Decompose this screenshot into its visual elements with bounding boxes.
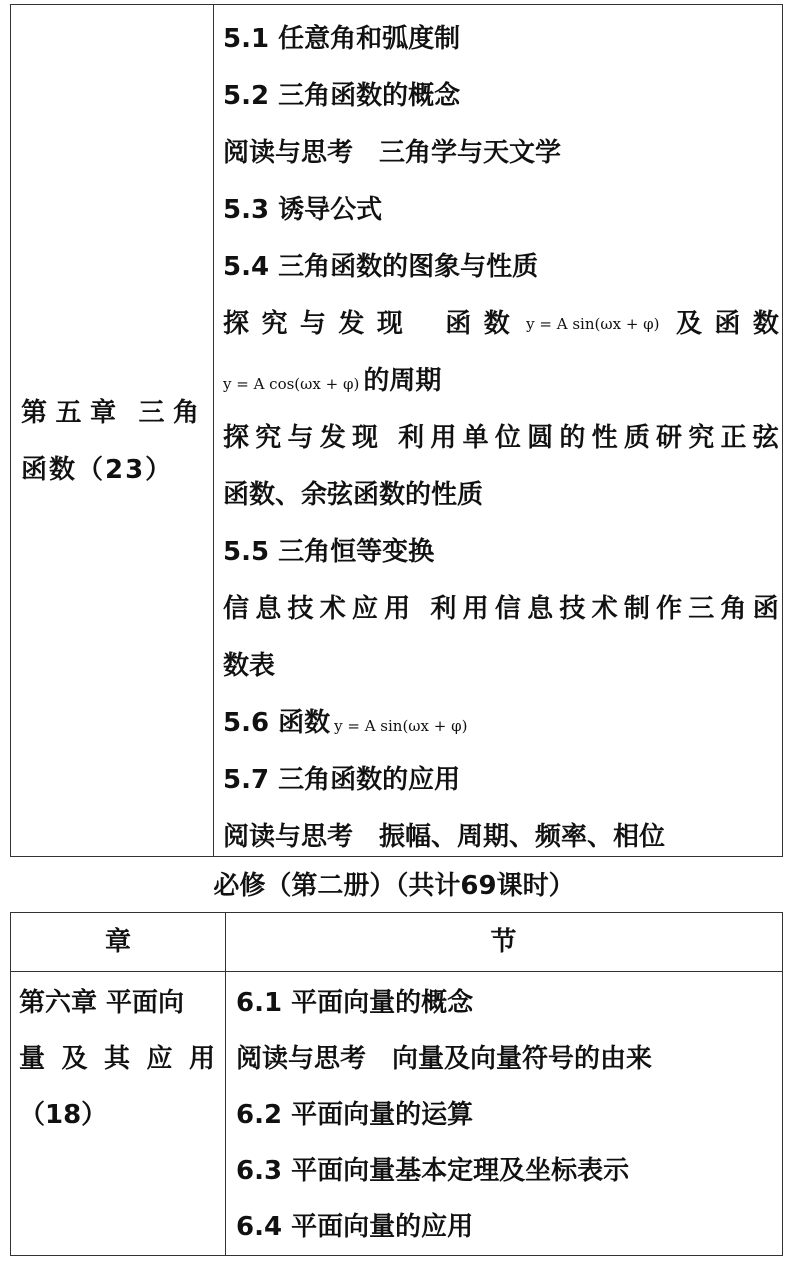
header-section: 节 [490,927,517,957]
chapter-five-cell [21,385,207,499]
header-chapter: 章 [104,927,131,957]
section-5-1: 5.1 任意角和弧度制 [223,24,461,54]
chapter-six-title-line3: （18） [19,1100,108,1130]
section-5-5: 5.5 三角恒等变换 [223,537,435,567]
section-5-3: 5.3 诱导公式 [223,195,383,225]
section-6-3: 6.3 平面向量基本定理及坐标表示 [236,1156,630,1186]
info-tech-line1: 信 息 技 术 应 用 利 用 信 息 技 术 制 作 三 角 函 [223,594,779,624]
sine-formula-2: y = A sin(ωx + φ) [334,717,468,735]
chapter-six-cell [19,975,219,1143]
chapter-six-title-line1: 第六章 平面向 [19,988,185,1018]
volume-two-caption: 必修（第二册）（共计69课时） [213,871,575,901]
chapter-five-table [10,4,783,857]
explore-period-line2: y = A cos(ωx + φ) 的周期 [223,366,442,396]
section-6-1: 6.1 平面向量的概念 [236,988,474,1018]
section-5-4: 5.4 三角函数的图象与性质 [223,252,539,282]
section-6-2: 6.2 平面向量的运算 [236,1100,474,1130]
chapter-five-title-line2: 函数（23） [21,455,174,485]
explore-period-line1: 探 究 与 发 现 函 数 y = A sin(ωx + φ) 及 函 数 [223,296,779,353]
section-5-6: 5.6 函数 y = A sin(ωx + φ) [223,708,468,738]
chapter-five-sections [223,11,779,866]
chapter-six-sections [236,975,776,1255]
chapter-five-title-line1: 第 五 章 三 角 [21,398,201,428]
cosine-formula: y = A cos(ωx + φ) [223,375,360,393]
section-5-7: 5.7 三角函数的应用 [223,765,461,795]
section-5-2: 5.2 三角函数的概念 [223,81,461,111]
column-divider [213,5,214,856]
explore-unit-circle-line2: 函数、余弦函数的性质 [223,480,484,510]
explore-unit-circle-line1: 探 究 与 发 现 利 用 单 位 圆 的 性 质 研 究 正 弦 [223,423,779,453]
reading-amplitude: 阅读与思考 振幅、周期、频率、相位 [223,822,666,852]
header-divider [11,971,782,972]
section-6-4: 6.4 平面向量的应用 [236,1212,474,1242]
reading-vector-symbol: 阅读与思考 向量及向量符号的由来 [236,1044,653,1074]
chapter-six-table [10,912,783,1256]
reading-astronomy: 阅读与思考 三角学与天文学 [223,138,562,168]
sine-formula: y = A sin(ωx + φ) [526,315,660,333]
chapter-six-title-line2: 量 及 其 应 用 [19,1044,215,1074]
info-tech-line2: 数表 [223,651,276,681]
